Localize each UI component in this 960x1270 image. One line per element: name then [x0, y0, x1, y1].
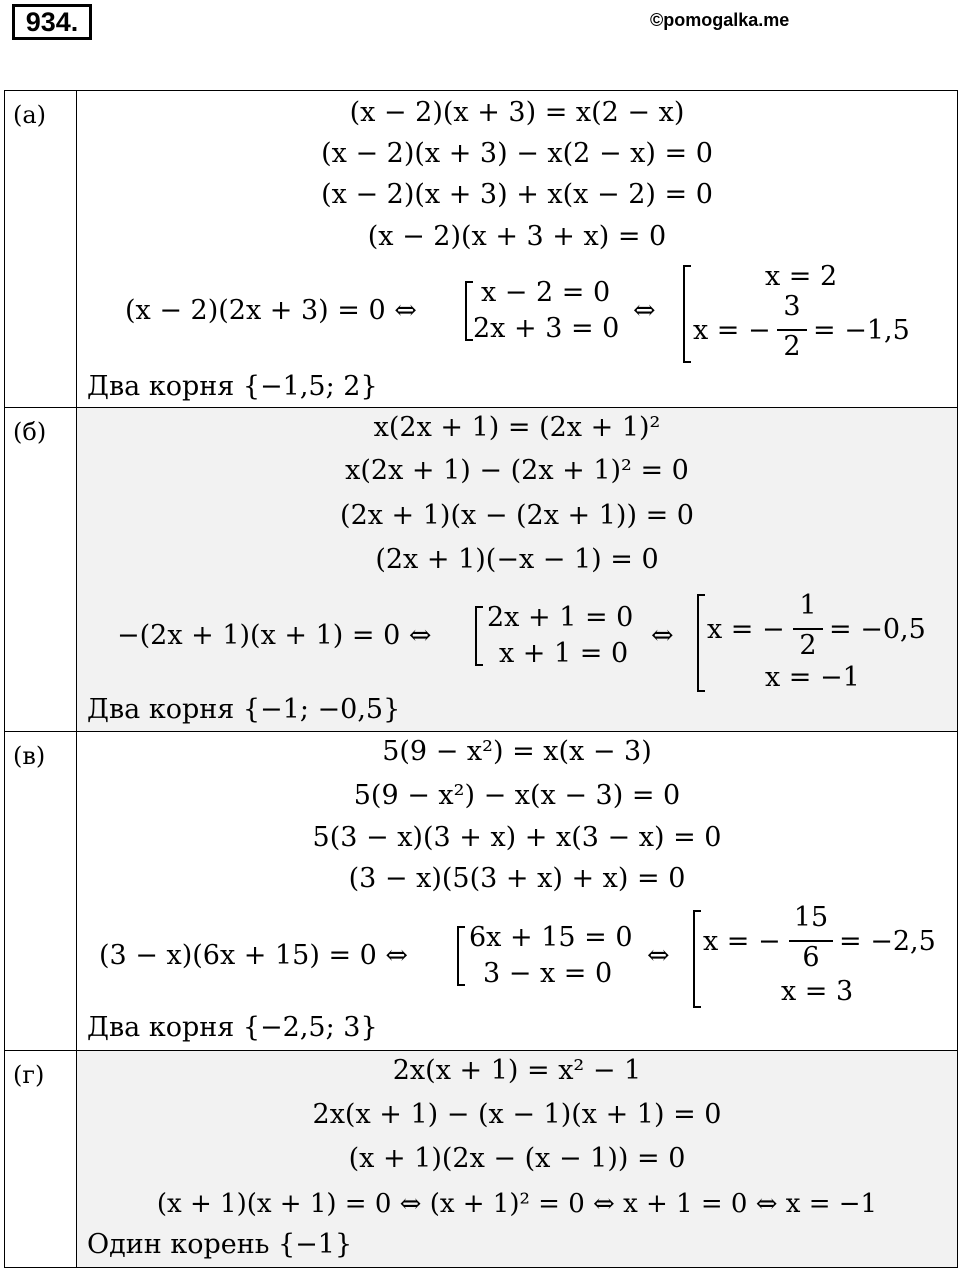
- problem-number: 934.: [12, 4, 92, 40]
- row-a: [4, 90, 958, 408]
- equiv-arrow: ⇔: [633, 295, 656, 326]
- fraction: [793, 590, 823, 666]
- equation-line: (3 − x)(5(3 + x) + x) = 0: [348, 863, 686, 894]
- fraction-numerator: 15: [793, 902, 829, 933]
- row-c: [4, 731, 958, 1051]
- fraction-denominator: 2: [799, 630, 817, 661]
- system-line: x = −: [693, 315, 771, 346]
- system-line: 2x + 1 = 0: [487, 602, 634, 633]
- system-line: 2x + 3 = 0: [473, 313, 620, 344]
- watermark: ©pomogalka.me: [650, 10, 790, 30]
- system-line: 6x + 15 = 0: [469, 922, 633, 953]
- row-letter: (б): [5, 408, 77, 731]
- row-b: [4, 407, 958, 732]
- equation-line: x(2x + 1) − (2x + 1)² = 0: [345, 455, 689, 486]
- row-content: [77, 91, 957, 407]
- equation-line: 5(3 − x)(3 + x) + x(3 − x) = 0: [312, 822, 722, 853]
- system-left: −(2x + 1)(x + 1) = 0 ⇔: [117, 620, 432, 651]
- equation-line: (2x + 1)(−x − 1) = 0: [375, 544, 659, 575]
- row-letter: (а): [5, 91, 77, 407]
- equation-line: (x − 2)(x + 3) + x(x − 2) = 0: [321, 179, 713, 210]
- fraction-denominator: 2: [783, 331, 801, 362]
- system-left: (x − 2)(2x + 3) = 0 ⇔: [125, 295, 417, 326]
- equation-line: 5(9 − x²) = x(x − 3): [382, 736, 652, 767]
- equation-line: 2x(x + 1) = x² − 1: [392, 1055, 642, 1086]
- system-line: = −2,5: [839, 926, 936, 957]
- equation-line: (x − 2)(x + 3 + x) = 0: [367, 221, 667, 252]
- system-line: = −1,5: [813, 315, 910, 346]
- equation-system: [77, 904, 957, 1008]
- system-line: x = −: [707, 614, 785, 645]
- equation-system: [77, 584, 957, 692]
- system-line: x + 1 = 0: [499, 638, 629, 669]
- bracket: [475, 606, 483, 666]
- equation-line: (x + 1)(2x − (x − 1)) = 0: [348, 1143, 686, 1174]
- answer: Два корня {−1,5; 2}: [87, 371, 378, 402]
- system-left: (3 − x)(6x + 15) = 0 ⇔: [99, 940, 409, 971]
- equation-line: (x − 2)(x + 3) = x(2 − x): [349, 97, 685, 128]
- fraction: [789, 902, 833, 978]
- bracket: [465, 281, 473, 341]
- fraction-denominator: 6: [802, 942, 820, 973]
- equation-line: 5(9 − x²) − x(x − 3) = 0: [353, 780, 681, 811]
- bracket: [693, 910, 701, 1008]
- row-content: [77, 732, 957, 1050]
- system-line: x − 2 = 0: [481, 277, 611, 308]
- row-content: [77, 1051, 957, 1267]
- system-line: x = −1: [765, 662, 860, 693]
- fraction-numerator: 3: [783, 291, 801, 322]
- row-letter: (в): [5, 732, 77, 1050]
- fraction: [777, 291, 807, 367]
- solution-table: [4, 90, 958, 1268]
- equiv-arrow: ⇔: [647, 940, 670, 971]
- equation-line: (2x + 1)(x − (2x + 1)) = 0: [340, 500, 694, 531]
- system-line: 3 − x = 0: [483, 958, 613, 989]
- row-content: [77, 408, 957, 731]
- answer: Два корня {−2,5; 3}: [87, 1012, 378, 1043]
- system-line: = −0,5: [829, 614, 926, 645]
- equation-line: (x − 2)(x + 3) − x(2 − x) = 0: [321, 138, 713, 169]
- system-line: x = −: [703, 926, 781, 957]
- bracket: [683, 265, 691, 363]
- equiv-arrow: ⇔: [651, 620, 674, 651]
- equation-line: (x + 1)(x + 1) = 0 ⇔ (x + 1)² = 0 ⇔ x + 1 = 0 ⇔ x = −1: [156, 1189, 878, 1219]
- row-d: [4, 1050, 958, 1268]
- bracket: [457, 926, 465, 986]
- answer: Два корня {−1; −0,5}: [87, 694, 401, 725]
- bracket: [697, 594, 705, 692]
- answer: Один корень {−1}: [87, 1229, 353, 1260]
- row-letter: (г): [5, 1051, 77, 1267]
- equation-line: 2x(x + 1) − (x − 1)(x + 1) = 0: [312, 1099, 722, 1130]
- equation-system: [77, 261, 957, 361]
- system-line: x = 2: [765, 261, 838, 292]
- fraction-numerator: 1: [799, 590, 817, 621]
- system-line: x = 3: [781, 976, 854, 1007]
- equation-line: x(2x + 1) = (2x + 1)²: [373, 412, 661, 443]
